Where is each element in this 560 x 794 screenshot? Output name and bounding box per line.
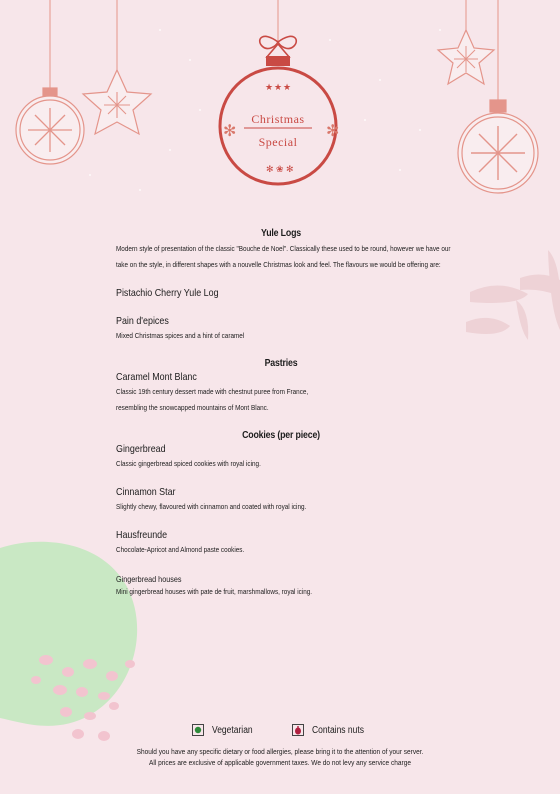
menu-item-title: Gingerbread bbox=[116, 443, 166, 455]
footer-line-taxes: All prices are exclusive of applicable government taxes. We do not levy any service charge bbox=[149, 758, 411, 767]
badge-title bbox=[238, 112, 318, 150]
footer-line-allergies: Should you have any specific dietary or food allergies, please bring it to the attention of your server. bbox=[136, 747, 424, 756]
menu-item-title: Pistachio Cherry Yule Log bbox=[116, 287, 219, 299]
center-badge-ornament bbox=[220, 36, 339, 184]
menu-content bbox=[116, 228, 451, 600]
badge-line1: Christmas bbox=[251, 112, 305, 126]
menu-item-desc: Chocolate-Apricot and Almond paste cookies. bbox=[116, 545, 245, 554]
svg-text:❀: ❀ bbox=[276, 164, 284, 174]
menu-item-desc: Classic gingerbread spiced cookies with royal icing. bbox=[116, 459, 261, 468]
vegetarian-icon bbox=[192, 724, 204, 736]
nuts-label: Contains nuts bbox=[312, 724, 364, 736]
svg-text:★: ★ bbox=[274, 82, 283, 92]
svg-text:★: ★ bbox=[265, 82, 274, 92]
dietary-legend bbox=[192, 724, 373, 736]
right-star-ornament bbox=[438, 30, 494, 84]
section-heading: Cookies (per piece) bbox=[242, 430, 320, 441]
left-star-ornament bbox=[83, 70, 151, 134]
menu-item-desc: Slightly chewy, flavoured with cinnamon and coated with royal icing. bbox=[116, 502, 307, 511]
menu-item-desc: Mixed Christmas spices and a hint of caramel bbox=[116, 331, 245, 340]
svg-text:✻: ✻ bbox=[286, 164, 294, 174]
menu-item-title: Hausfreunde bbox=[116, 529, 168, 541]
menu-item-desc: Mini gingerbread houses with pate de fruit, marshmallows, royal icing. bbox=[116, 587, 313, 596]
vegetarian-label: Vegetarian bbox=[212, 724, 253, 736]
footer-note bbox=[39, 746, 521, 768]
svg-text:✻: ✻ bbox=[326, 123, 340, 140]
svg-text:★: ★ bbox=[283, 82, 292, 92]
left-ball-ornament bbox=[16, 88, 84, 164]
menu-item-desc: Classic 19th century dessert made with chestnut puree from France, resembling the snowcapped mountains of Mont Blanc. bbox=[116, 387, 309, 412]
right-ball-ornament bbox=[458, 100, 538, 193]
menu-item-title: Pain d'epices bbox=[116, 315, 169, 327]
svg-text:✻: ✻ bbox=[223, 123, 237, 140]
badge-line2: Special bbox=[258, 135, 298, 149]
section-heading: Yule Logs bbox=[261, 228, 301, 239]
menu-item-title: Cinnamon Star bbox=[116, 486, 176, 498]
svg-text:✻: ✻ bbox=[266, 164, 274, 174]
menu-item-title: Caramel Mont Blanc bbox=[116, 371, 197, 383]
section-heading: Pastries bbox=[264, 358, 298, 369]
menu-item-title: Gingerbread houses bbox=[116, 574, 182, 584]
brush-strokes bbox=[466, 250, 560, 340]
section-intro: Modern style of presentation of the classic "Bouche de Noel". Classically these used to be round, however we have our take on the style, in different shapes with a nouvelle Christmas look and feel. The flavours we would be offering are: bbox=[116, 244, 451, 269]
nuts-icon bbox=[292, 724, 304, 736]
